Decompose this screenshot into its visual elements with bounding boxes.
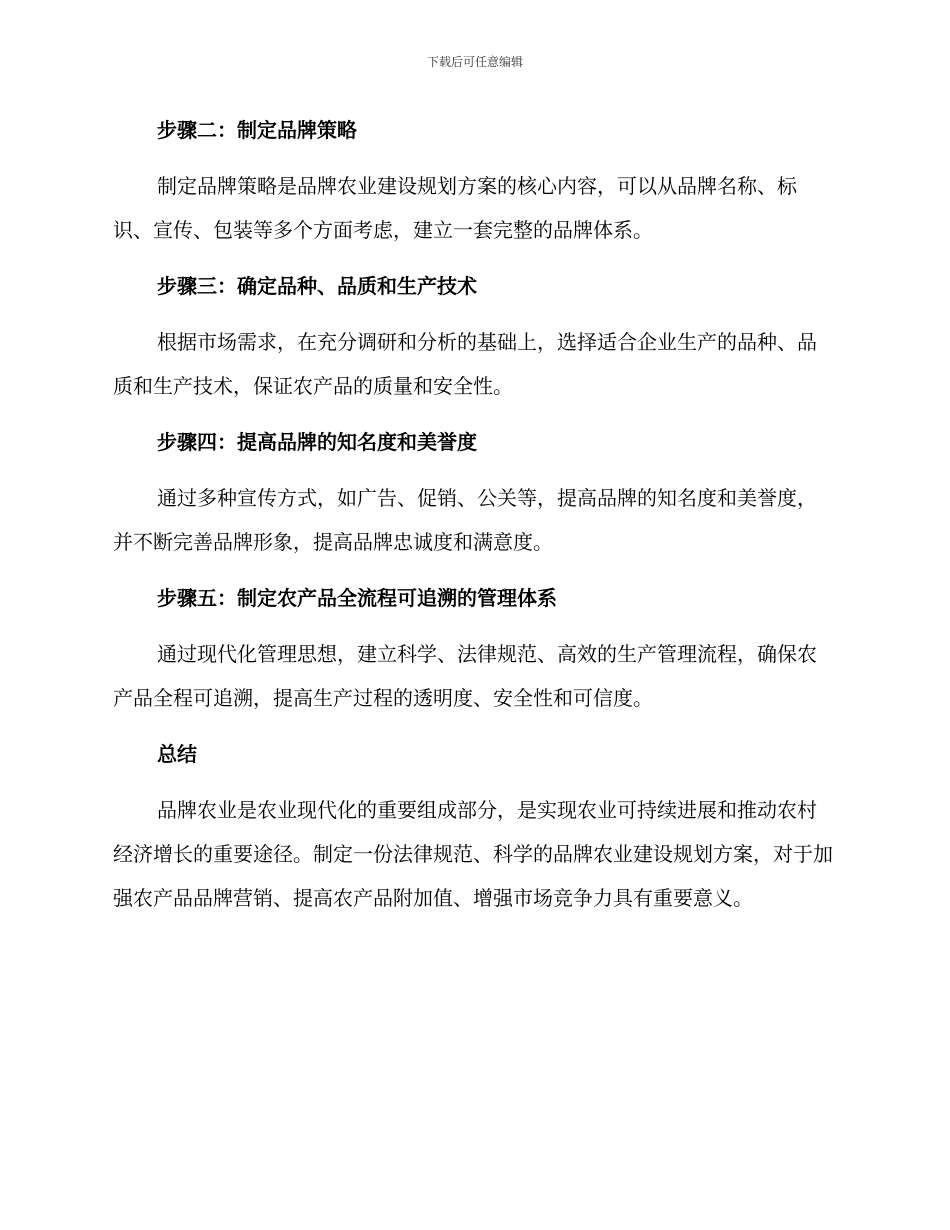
section-paragraph-step-5: 通过现代化管理思想，建立科学、法律规范、高效的生产管理流程，确保农产品全程可追溯，提高生产过程的透明度、安全性和可信度。 <box>113 642 817 710</box>
document-body <box>113 112 833 920</box>
section-heading-step-2: 步骤二：制定品牌策略 <box>157 118 357 142</box>
section-heading-step-3: 步骤三：确定品种、品质和生产技术 <box>157 274 477 298</box>
section-paragraph-step-2: 制定品牌策略是品牌农业建设规划方案的核心内容，可以从品牌名称、标识、宣传、包装等多个方面考虑，建立一套完整的品牌体系。 <box>113 174 797 242</box>
section-heading-summary: 总结 <box>157 742 197 766</box>
section-heading-step-5: 步骤五：制定农产品全流程可追溯的管理体系 <box>157 586 557 610</box>
section-paragraph-step-3: 根据市场需求，在充分调研和分析的基础上，选择适合企业生产的品种、品质和生产技术，保证农产品的质量和安全性。 <box>113 330 817 398</box>
section-paragraph-summary: 品牌农业是农业现代化的重要组成部分，是实现农业可持续进展和推动农村经济增长的重要途径。制定一份法律规范、科学的品牌农业建设规划方案，对于加强农产品品牌营销、提高农产品附加值、增强市场竞争力具有重要意义。 <box>113 798 833 910</box>
section-heading-step-4: 步骤四：提高品牌的知名度和美誉度 <box>157 430 477 454</box>
section-paragraph-step-4: 通过多种宣传方式，如广告、促销、公关等，提高品牌的知名度和美誉度，并不断完善品牌形象，提高品牌忠诚度和满意度。 <box>113 486 817 554</box>
page-header-note: 下载后可任意编辑 <box>426 55 523 69</box>
